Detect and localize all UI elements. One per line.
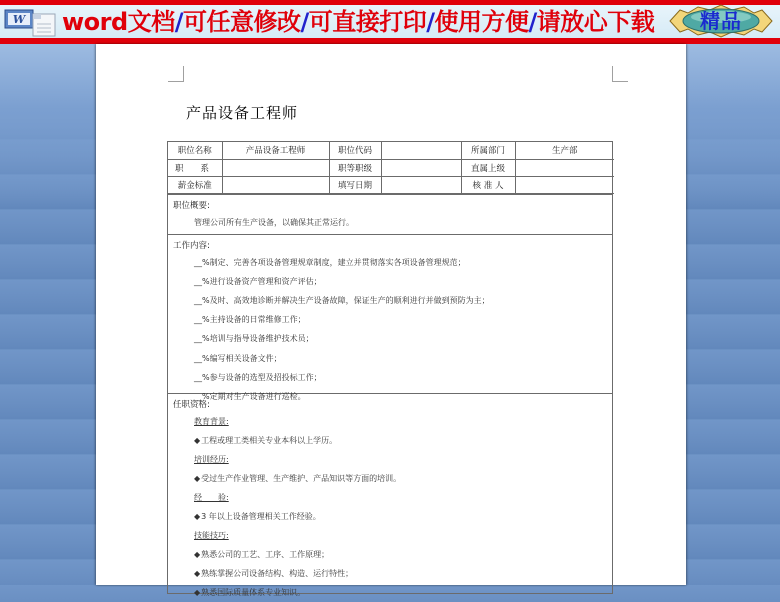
duty-item: __%进行设备资产管理和资产评估； xyxy=(194,276,322,286)
table-cell-value xyxy=(381,176,461,193)
table-cell-value xyxy=(222,159,329,176)
table-cell-value xyxy=(381,159,461,176)
qualification-text: 熟练掌握公司设备结构、构造、运行特性； xyxy=(201,568,354,578)
margin-corner-mark xyxy=(612,66,628,82)
diamond-bullet-icon: ◆ xyxy=(194,511,201,521)
duties-section xyxy=(168,234,612,401)
diamond-bullet-icon: ◆ xyxy=(194,435,201,445)
qualification-item xyxy=(173,507,607,526)
qualifications-section xyxy=(168,393,612,597)
duty-item: __%及时、高效地诊断并解决生产设备故障，保证生产的顺利进行并做到预防为主； xyxy=(194,295,490,305)
banner-segment: 可任意修改 xyxy=(182,8,301,36)
qualification-group-title: 培训经历: xyxy=(194,454,229,464)
table-cell-label: 职等职级 xyxy=(329,159,381,176)
qualification-item xyxy=(173,564,607,583)
qualification-group-title: 技能技巧: xyxy=(194,530,229,540)
badge-label: 精品 xyxy=(700,9,742,33)
document-title: 产品设备工程师 xyxy=(186,104,299,122)
banner-segment: 使用方便 xyxy=(434,8,529,36)
table-cell-label: 职位代码 xyxy=(329,142,381,159)
banner-slash: / xyxy=(174,8,183,36)
premium-badge xyxy=(666,4,776,38)
diamond-bullet-icon: ◆ xyxy=(194,568,201,578)
duties-heading: 工作内容: xyxy=(173,240,210,251)
left-background-panel xyxy=(0,44,96,585)
banner-slash: / xyxy=(528,8,537,36)
table-row xyxy=(168,159,614,176)
summary-text: 管理公司所有生产设备，以确保其正常运行。 xyxy=(194,217,354,227)
table-cell-label: 职 系 xyxy=(168,159,222,176)
qualification-text: 工程或理工类相关专业本科以上学历。 xyxy=(201,435,338,445)
table-cell-value: 产品设备工程师 xyxy=(222,142,329,159)
promo-banner xyxy=(0,0,780,44)
duty-item: __%制定、完善各项设备管理规章制度，建立并贯彻落实各项设备管理规范； xyxy=(194,257,466,267)
document-page xyxy=(96,44,686,597)
qualification-item xyxy=(173,469,607,488)
qualifications-heading: 任职资格: xyxy=(173,399,210,410)
table-cell-label: 填写日期 xyxy=(329,176,381,193)
duty-item: __%参与设备的选型及招投标工作； xyxy=(194,372,322,382)
right-background-panel xyxy=(686,44,780,585)
qualification-item xyxy=(173,545,607,564)
qualification-group-title: 教育背景: xyxy=(194,416,229,426)
table-row xyxy=(168,142,614,159)
banner-slash: / xyxy=(300,8,309,36)
qualification-text: 熟悉公司的工艺、工序、工作原理； xyxy=(201,549,330,559)
qualification-item xyxy=(173,431,607,450)
table-cell-label: 所属部门 xyxy=(461,142,515,159)
banner-slash: / xyxy=(426,8,435,36)
table-row xyxy=(168,176,614,193)
job-info-table xyxy=(168,142,614,194)
duty-item: __%培训与指导设备维护技术员； xyxy=(194,334,314,344)
banner-segment: 请放心下载 xyxy=(536,8,655,36)
table-cell-value xyxy=(381,142,461,159)
word-document-icon xyxy=(3,6,59,38)
table-cell-value xyxy=(222,176,329,193)
svg-text:W: W xyxy=(12,13,26,26)
table-cell-value: 生产部 xyxy=(515,142,614,159)
qualification-text: 熟悉国际质量体系专业知识。 xyxy=(201,587,306,597)
qualification-group-title: 经 验: xyxy=(194,492,229,502)
table-cell-label: 薪金标准 xyxy=(168,176,222,193)
duty-item: __%定期对生产设备进行巡检。 xyxy=(194,391,306,401)
banner-segment: 可直接打印 xyxy=(308,8,427,36)
table-cell-value xyxy=(515,159,614,176)
summary-section xyxy=(168,194,612,234)
qualification-text: 3 年以上设备管理相关工作经验。 xyxy=(201,511,321,521)
summary-heading: 职位概要: xyxy=(173,200,210,211)
duty-item: __%编写相关设备文件； xyxy=(194,353,282,363)
margin-corner-mark xyxy=(168,66,184,82)
qualification-text: 受过生产作业管理、生产维护、产品知识等方面的培训。 xyxy=(201,473,402,483)
table-cell-value xyxy=(515,176,614,193)
diamond-bullet-icon: ◆ xyxy=(194,473,201,483)
duty-item: __%主持设备的日常维修工作； xyxy=(194,315,306,325)
table-cell-label: 核 准 人 xyxy=(461,176,515,193)
job-description-form xyxy=(167,141,613,597)
qualification-item xyxy=(173,583,607,602)
table-cell-label: 直属上级 xyxy=(461,159,515,176)
diamond-bullet-icon: ◆ xyxy=(194,549,201,559)
banner-segment: word文档 xyxy=(62,8,175,36)
banner-slogan xyxy=(62,4,654,40)
table-cell-label: 职位名称 xyxy=(168,142,222,159)
diamond-bullet-icon: ◆ xyxy=(194,587,201,597)
